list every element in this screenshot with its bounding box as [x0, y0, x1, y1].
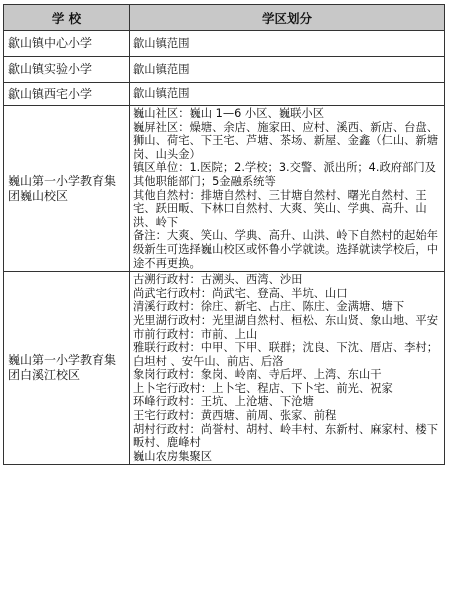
district-line: 尚武宅行政村：尚武宅、登高、半坑、山口: [133, 286, 348, 300]
table-row: [4, 57, 445, 83]
district-line: 巍山社区：巍山 1—6 小区、巍联小区: [133, 107, 325, 120]
district-line: 备注：大爽、笑山、学典、高升、山洪、岭下自然村的起始年级新生可选择巍山校区或怀鲁小学就读。选择就读学校后，中途不再更换。: [133, 229, 439, 270]
district-line: 王宅行政村：黄西塘、前周、张家、前程: [133, 409, 337, 423]
district-line: 巍屏社区：燥塘、余店、施家田、应村、溪西、新店、台盘、狮山、荷宅、下王宅、芦塘、茶场、新屋、金鑫（仁山、新塘岗、山头金）: [133, 120, 439, 161]
district-line: 光里湖行政村：光里湖自然村、桓松、东山贤、象山地、平安: [133, 313, 439, 327]
school-name: 歙山镇实验小学: [4, 57, 130, 83]
district-cell: [130, 83, 445, 106]
table-header-row: [4, 5, 445, 31]
school-name: 歙山镇西宅小学: [4, 83, 130, 106]
district-line: 歙山镇范围: [133, 87, 190, 101]
table-row: [4, 272, 445, 465]
header-district: 学区划分: [130, 5, 445, 31]
district-line: 其他自然村：排塘自然村、三甘塘自然村、曙光自然村、王宅、跃田畈、下林口自然村、大爽、笑山、学典、高升、山洪、岭下: [133, 188, 427, 229]
district-cell: [130, 31, 445, 57]
district-line: 古溯行政村：古溯头、西湾、沙田: [133, 273, 303, 287]
district-line: 歙山镇范围: [133, 36, 190, 50]
district-line: 市前行政村：市前、上山: [133, 327, 258, 341]
table-row: [4, 31, 445, 57]
school-district-document: [3, 4, 444, 465]
district-line: 象岗行政村：象岗、岭南、寺后坪、上湾、东山干: [133, 368, 382, 382]
school-name: 巍山第一小学教育集团白溪江校区: [4, 272, 130, 465]
district-line: 胡村行政村：尚誉村、胡村、岭丰村、东新村、麻家村、楼下畈村、鹿峰村: [133, 422, 439, 450]
district-cell: [130, 57, 445, 83]
table-row: [4, 106, 445, 272]
district-line: 环峰行政村：王坑、上沧塘、下沧塘: [133, 395, 314, 409]
district-line: 巍山农房集聚区: [133, 449, 213, 463]
district-line: 镇区单位：1.医院；2.学校；3.交警、派出所；4.政府部门及其他职能部门；5金融系统等: [133, 161, 436, 188]
district-line: 雅联行政村：中甲、下甲、联群；沈良、下沈、厝店、李村；白坦村 、安午山、前店、后洛: [133, 341, 439, 368]
school-district-table: [3, 4, 445, 465]
district-cell: [130, 272, 445, 465]
header-school: 学 校: [4, 5, 130, 31]
school-name: 巍山第一小学教育集团巍山校区: [4, 106, 130, 272]
school-name: 歙山镇中心小学: [4, 31, 130, 57]
table-row: [4, 83, 445, 106]
district-cell: [130, 106, 445, 272]
district-line: 歙山镇范围: [133, 62, 190, 76]
district-line: 清溪行政村：徐庄、新宅、占庄、陈庄、金满塘、塘下: [133, 300, 405, 314]
district-line: 上卜宅行政村：上卜宅、程店、下卜宅、前光、祝家: [133, 381, 393, 395]
